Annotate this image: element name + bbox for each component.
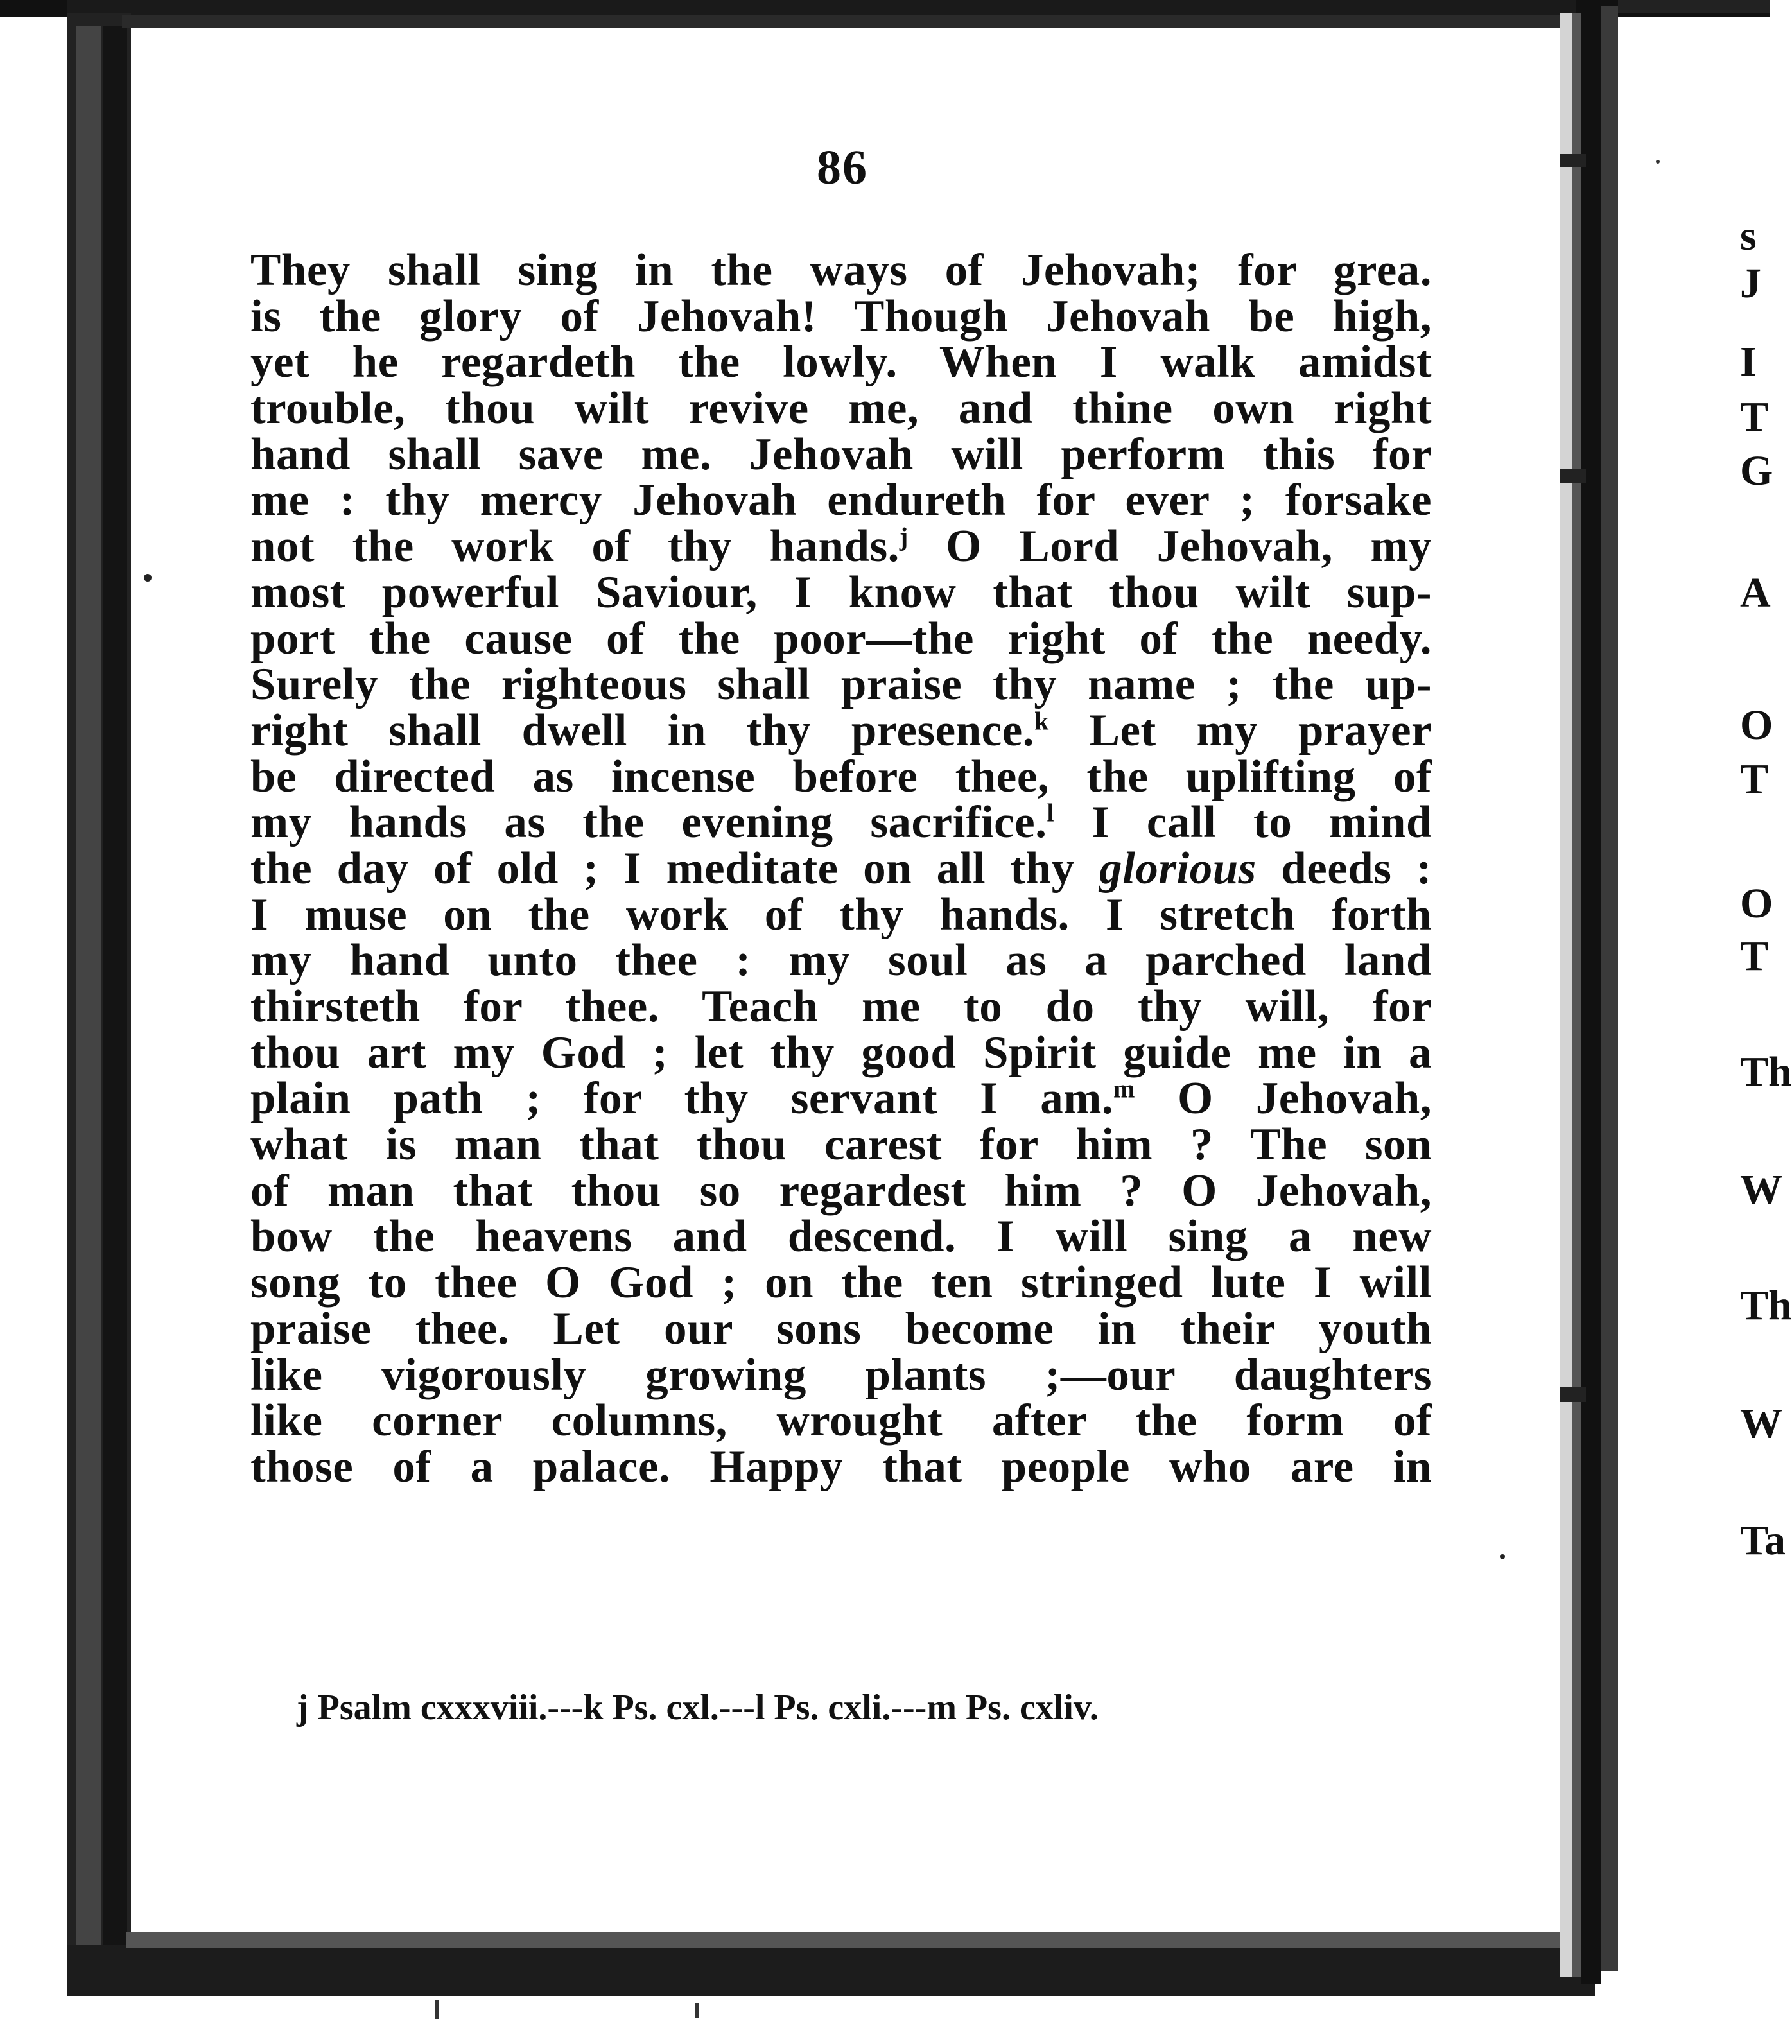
text-line: yet he regardeth the lowly. When I walk amidst bbox=[250, 337, 1432, 388]
text-line: port the cause of the poor—the right of the needy. bbox=[250, 613, 1432, 664]
facing-page-letter: I bbox=[1740, 338, 1757, 385]
text-line: trouble, thou wilt revive me, and thine own right bbox=[250, 383, 1432, 434]
facing-page-letter: T bbox=[1740, 756, 1769, 802]
text-line: of man that thou so regardest him ? O Jehovah, bbox=[250, 1165, 1432, 1216]
text-line: song to thee O God ; on the ten stringed lute I will bbox=[250, 1258, 1432, 1308]
footnote-marker: k bbox=[1034, 706, 1049, 736]
text-line: They shall sing in the ways of Jehovah; for grea. bbox=[250, 245, 1432, 295]
text-line: the day of old ; I meditate on all thy glorious deeds : bbox=[250, 843, 1432, 894]
facing-page-letter: Th bbox=[1740, 1048, 1792, 1095]
text-line: most powerful Saviour, I know that thou wilt sup- bbox=[250, 567, 1432, 618]
page-body-text bbox=[250, 245, 1432, 1492]
facing-page-letter: Ta bbox=[1740, 1517, 1786, 1564]
text-line: thirsteth for thee. Teach me to do thy will, for bbox=[250, 982, 1432, 1032]
facing-page-letter: O bbox=[1740, 702, 1773, 749]
text-line: hand shall save me. Jehovah will perform this for bbox=[250, 429, 1432, 480]
text-line: those of a palace. Happy that people who are in bbox=[250, 1441, 1432, 1492]
footnote-marker: j bbox=[899, 522, 909, 551]
text-line: like corner columns, wrought after the form of bbox=[250, 1396, 1432, 1446]
facing-page-letter: G bbox=[1740, 447, 1773, 494]
text-line: plain path ; for thy servant I am.$^m$ O Jehovah, bbox=[250, 1073, 1432, 1124]
footnote-marker: m bbox=[1113, 1074, 1135, 1104]
text-line: my hands as the evening sacrifice.$^l$ I call to mind bbox=[250, 797, 1432, 848]
text-line: right shall dwell in thy presence.$^k$ Let my prayer bbox=[250, 705, 1432, 756]
text-line: be directed as incense before thee, the uplifting of bbox=[250, 751, 1432, 802]
facing-page-letter: A bbox=[1740, 569, 1771, 616]
footnote-marker: l bbox=[1047, 798, 1055, 827]
facing-page-letter: T bbox=[1740, 394, 1769, 440]
text-line: what is man that thou carest for him ? The son bbox=[250, 1120, 1432, 1170]
facing-page-fragments bbox=[1740, 212, 1792, 1624]
facing-page-letter: s bbox=[1740, 212, 1757, 259]
italic-word: glorious bbox=[1099, 843, 1257, 894]
text-line: I muse on the work of thy hands. I stretch forth bbox=[250, 889, 1432, 940]
text-line: thou art my God ; let thy good Spirit guide me in a bbox=[250, 1027, 1432, 1078]
facing-page-letter: Th bbox=[1740, 1282, 1792, 1329]
text-line: is the glory of Jehovah! Though Jehovah be high, bbox=[250, 291, 1432, 342]
text-line: not the work of thy hands.$^j$ O Lord Jehovah, my bbox=[250, 521, 1432, 572]
text-line: bow the heavens and descend. I will sing a new bbox=[250, 1211, 1432, 1262]
facing-page-letter: J bbox=[1740, 260, 1761, 307]
text-line: Surely the righteous shall praise thy name ; the up- bbox=[250, 659, 1432, 710]
text-line: praise thee. Let our sons become in their youth bbox=[250, 1303, 1432, 1354]
text-line: my hand unto thee : my soul as a parched land bbox=[250, 935, 1432, 986]
facing-page-letter: W bbox=[1740, 1166, 1782, 1213]
facing-page-letter: O bbox=[1740, 880, 1773, 927]
page-number: 86 bbox=[817, 141, 868, 195]
facing-page-letter: W bbox=[1740, 1400, 1782, 1447]
text-line: like vigorously growing plants ;—our daughters bbox=[250, 1349, 1432, 1400]
facing-page-letter: T bbox=[1740, 933, 1769, 980]
footnote-references: j Psalm cxxxviii.---k Ps. cxl.---l Ps. cxli.---m Ps. cxliv. bbox=[297, 1688, 1099, 1728]
text-line: me : thy mercy Jehovah endureth for ever ; forsake bbox=[250, 475, 1432, 526]
